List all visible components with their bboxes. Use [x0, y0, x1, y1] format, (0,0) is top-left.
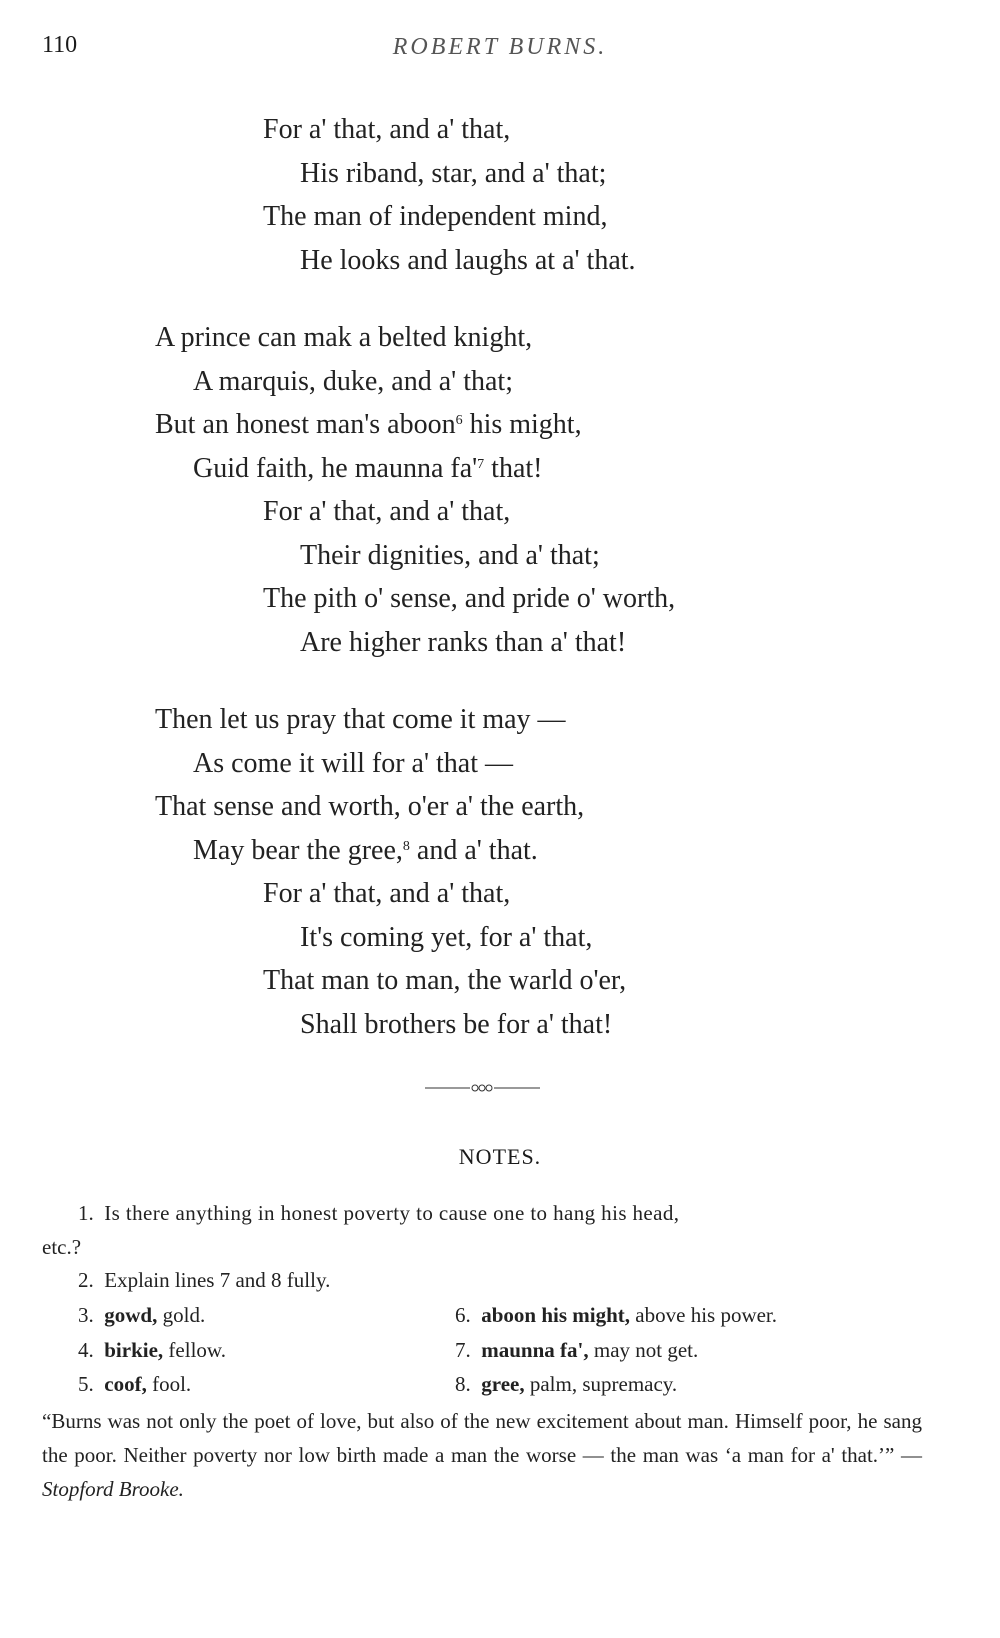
- poem-line: [263, 964, 626, 998]
- line-text: Their dignities, and a' that;: [300, 539, 600, 571]
- line-text: and a' that.: [409, 834, 538, 866]
- poem-line: [193, 834, 538, 868]
- glossary-item: [455, 1369, 677, 1399]
- note-number: 3.: [78, 1303, 94, 1327]
- glossary-definition: fool.: [146, 1372, 192, 1396]
- poem-line: [300, 539, 600, 573]
- note-number: 6.: [455, 1303, 471, 1327]
- glossary-term: gree,: [481, 1372, 525, 1396]
- line-text: He looks and laughs at a' that.: [300, 244, 636, 276]
- line-text: That man to man, the warld o'er,: [263, 965, 627, 996]
- line-text: A marquis, duke, and a' that;: [193, 365, 513, 397]
- line-text: Guid faith, he maunna fa': [193, 452, 478, 484]
- line-text: For a' that, and a' that,: [263, 114, 511, 145]
- poem-line: [155, 321, 532, 355]
- note-2: [78, 1265, 330, 1295]
- glossary-item: [78, 1369, 191, 1399]
- poem-line: [193, 452, 542, 486]
- glossary-definition: may not get.: [588, 1337, 699, 1362]
- footnote-marker: 8: [402, 838, 410, 854]
- glossary-item: [78, 1300, 205, 1330]
- note-number: 7.: [455, 1337, 471, 1362]
- note-text: Is there anything in honest poverty to cause one to hang his head,: [104, 1201, 680, 1225]
- poem-line: [155, 703, 566, 737]
- poem-line: [263, 582, 675, 616]
- line-text: A prince can mak a belted knight,: [155, 322, 533, 353]
- line-text: That sense and worth, o'er a' the earth,: [155, 791, 585, 822]
- quote-text: “Burns was not only the poet of love, but also of the new excitement about man. Himself poor, he sang the poor. Neither poverty nor low birth made a man the worse — the man was ‘a man for a' that.’” —: [42, 1409, 922, 1467]
- glossary-item: [455, 1300, 777, 1330]
- poem-line: [263, 113, 510, 147]
- glossary-term: aboon his might,: [481, 1303, 631, 1327]
- poem-line: [300, 626, 626, 660]
- note-number: 4.: [78, 1337, 94, 1362]
- line-text: The man of independent mind,: [263, 201, 608, 232]
- glossary-item: [78, 1335, 226, 1365]
- poem-line: [193, 747, 513, 781]
- line-text: But an honest man's aboon: [155, 409, 456, 440]
- line-text: For a' that, and a' that,: [263, 878, 511, 909]
- quote-author: Stopford Brooke.: [42, 1477, 184, 1501]
- glossary-definition: palm, supremacy.: [524, 1372, 678, 1396]
- glossary-item: [455, 1335, 698, 1365]
- poem-line: [263, 877, 510, 911]
- poem-line: [263, 495, 510, 529]
- line-text: As come it will for a' that —: [193, 747, 513, 779]
- line-text: his might,: [462, 409, 582, 440]
- poem-line: [155, 790, 584, 824]
- note-number: 8.: [455, 1372, 471, 1396]
- glossary-definition: gold.: [157, 1303, 206, 1327]
- poem-line: [263, 200, 607, 234]
- glossary-definition: above his power.: [630, 1303, 778, 1327]
- line-text: The pith o' sense, and pride o' worth,: [263, 583, 676, 614]
- line-text: that!: [484, 452, 543, 484]
- poem-line: [300, 921, 592, 955]
- line-text: Then let us pray that come it may —: [155, 704, 566, 735]
- poem-line: [300, 244, 636, 278]
- notes-heading: NOTES.: [458, 1144, 542, 1169]
- quotation: [42, 1404, 922, 1506]
- page-number: 110: [42, 32, 78, 58]
- line-text: For a' that, and a' that,: [263, 496, 511, 527]
- glossary-term: gowd,: [104, 1303, 158, 1327]
- note-number: 2.: [78, 1268, 94, 1292]
- line-text: Are higher ranks than a' that!: [300, 626, 627, 658]
- line-text: Shall brothers be for a' that!: [300, 1008, 613, 1040]
- note-1: [78, 1198, 679, 1228]
- poem-line: [193, 365, 513, 399]
- note-1-continued: etc.?: [42, 1235, 82, 1259]
- glossary-term: birkie,: [104, 1337, 164, 1362]
- line-text: May bear the gree,: [193, 834, 403, 866]
- poem-line: [155, 408, 582, 442]
- glossary-term: coof,: [104, 1372, 147, 1396]
- note-number: 1.: [78, 1201, 94, 1225]
- poem-line: [300, 157, 606, 191]
- note-text: Explain lines 7 and 8 fully.: [104, 1268, 331, 1292]
- glossary-definition: fellow.: [163, 1337, 226, 1362]
- running-title: ROBERT BURNS.: [392, 34, 608, 60]
- glossary-term: maunna fa',: [481, 1337, 589, 1362]
- footnote-marker: 7: [477, 456, 485, 472]
- line-text: His riband, star, and a' that;: [300, 157, 607, 189]
- ornament-divider: [425, 1082, 540, 1094]
- footnote-marker: 6: [455, 413, 463, 428]
- note-number: 5.: [78, 1372, 94, 1396]
- line-text: It's coming yet, for a' that,: [300, 921, 593, 953]
- poem-line: [300, 1008, 612, 1042]
